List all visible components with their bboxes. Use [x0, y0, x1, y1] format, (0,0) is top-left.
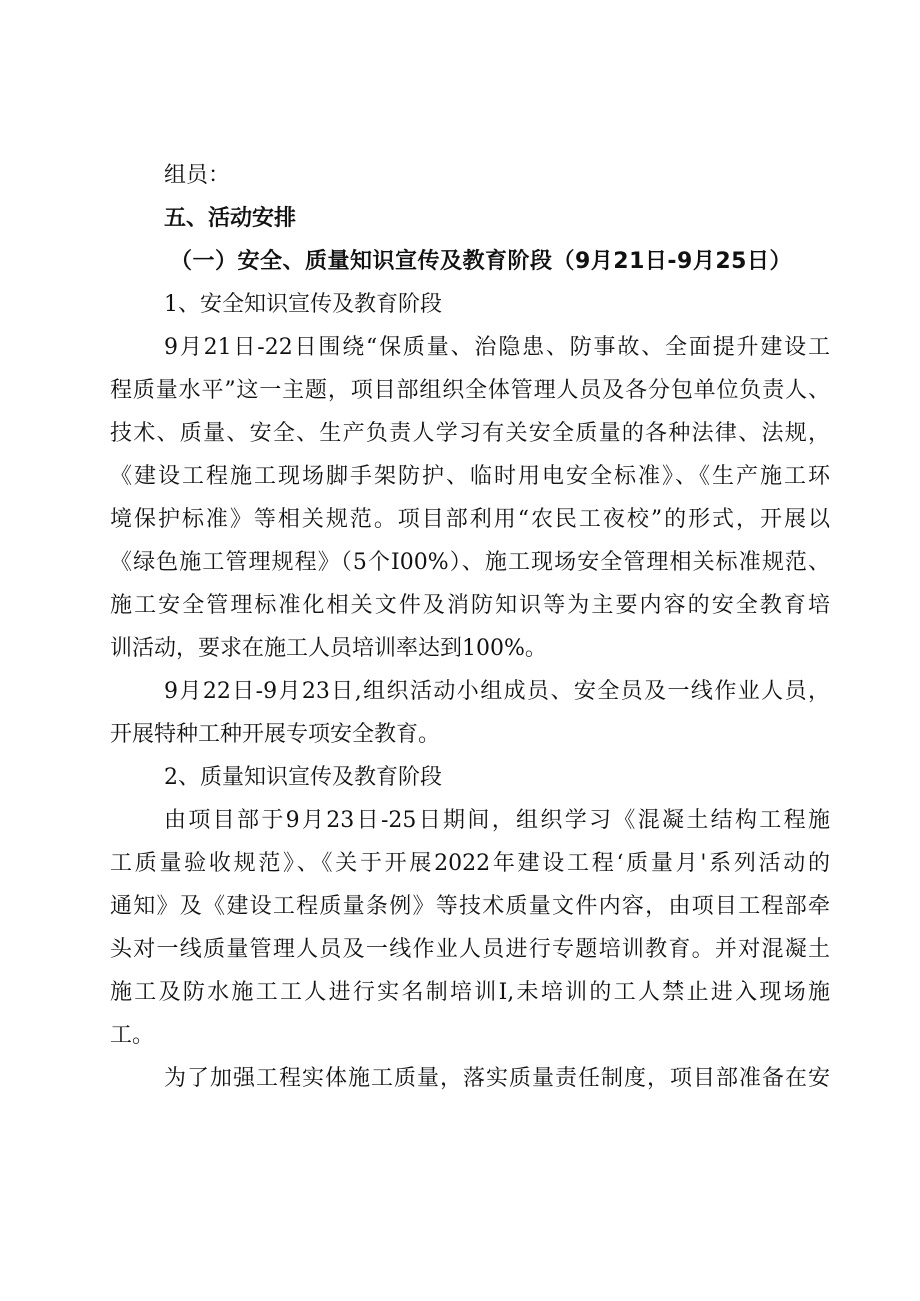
paragraph-line: 施工及防水施工工人进行实名制培训I,未培训的工人禁止进入现场施	[110, 980, 830, 1005]
subsection-heading: （一）安全、质量知识宣传及教育阶段（9月21日-9月25日）	[170, 249, 792, 274]
item-title: 2、质量知识宣传及教育阶段	[164, 765, 442, 790]
paragraph-line: 训活动，要求在施工人员培训率达到100%。	[110, 636, 547, 661]
paragraph-line: 工。	[110, 1023, 155, 1048]
paragraph-line: 9月21日-22日围绕“保质量、治隐患、防事故、全面提升建设工	[164, 335, 830, 360]
paragraph-line: 境保护标准》等相关规范。项目部利用“农民工夜校”的形式，开展以	[110, 507, 830, 532]
paragraph-line: 施工安全管理标准化相关文件及消防知识等为主要内容的安全教育培	[110, 593, 830, 618]
paragraph	[110, 674, 830, 753]
members-label: 组员：	[164, 163, 231, 188]
item-title: 1、安全知识宣传及教育阶段	[164, 292, 442, 317]
paragraph-line: 通知》及《建设工程质量条例》等技术质量文件内容，由项目工程部牵	[110, 894, 830, 919]
paragraph	[110, 330, 830, 667]
paragraph-line: 为了加强工程实体施工质量，落实质量责任制度，项目部准备在安	[164, 1066, 830, 1091]
paragraph-line: 由项目部于9月23日-25日期间，组织学习《混凝土结构工程施	[164, 808, 830, 833]
paragraph-line: 《建设工程施工现场脚手架防护、临时用电安全标准》、《生产施工环	[110, 464, 830, 489]
paragraph	[110, 803, 830, 1054]
paragraph-line: 技术、质量、安全、生产负责人学习有关安全质量的各种法律、法规，	[110, 421, 830, 446]
paragraph	[110, 1061, 830, 1097]
paragraph-line: 《绿色施工管理规程》（5个I00%）、施工现场安全管理相关标准规范、	[110, 550, 830, 575]
paragraph-line: 开展特种工种开展专项安全教育。	[110, 722, 441, 747]
paragraph-line: 头对一线质量管理人员及一线作业人员进行专题培训教育。并对混凝土	[110, 937, 830, 962]
document-page	[110, 158, 830, 1097]
paragraph-line: 工质量验收规范》、《关于开展2022年建设工程‘质量月'系列活动的	[110, 851, 830, 876]
section-heading: 五、活动安排	[164, 206, 297, 231]
paragraph-line: 9月22日-9月23日,组织活动小组成员、安全员及一线作业人员，	[164, 679, 830, 704]
paragraph-line: 程质量水平”这一主题，项目部组织全体管理人员及各分包单位负责人、	[110, 378, 830, 403]
